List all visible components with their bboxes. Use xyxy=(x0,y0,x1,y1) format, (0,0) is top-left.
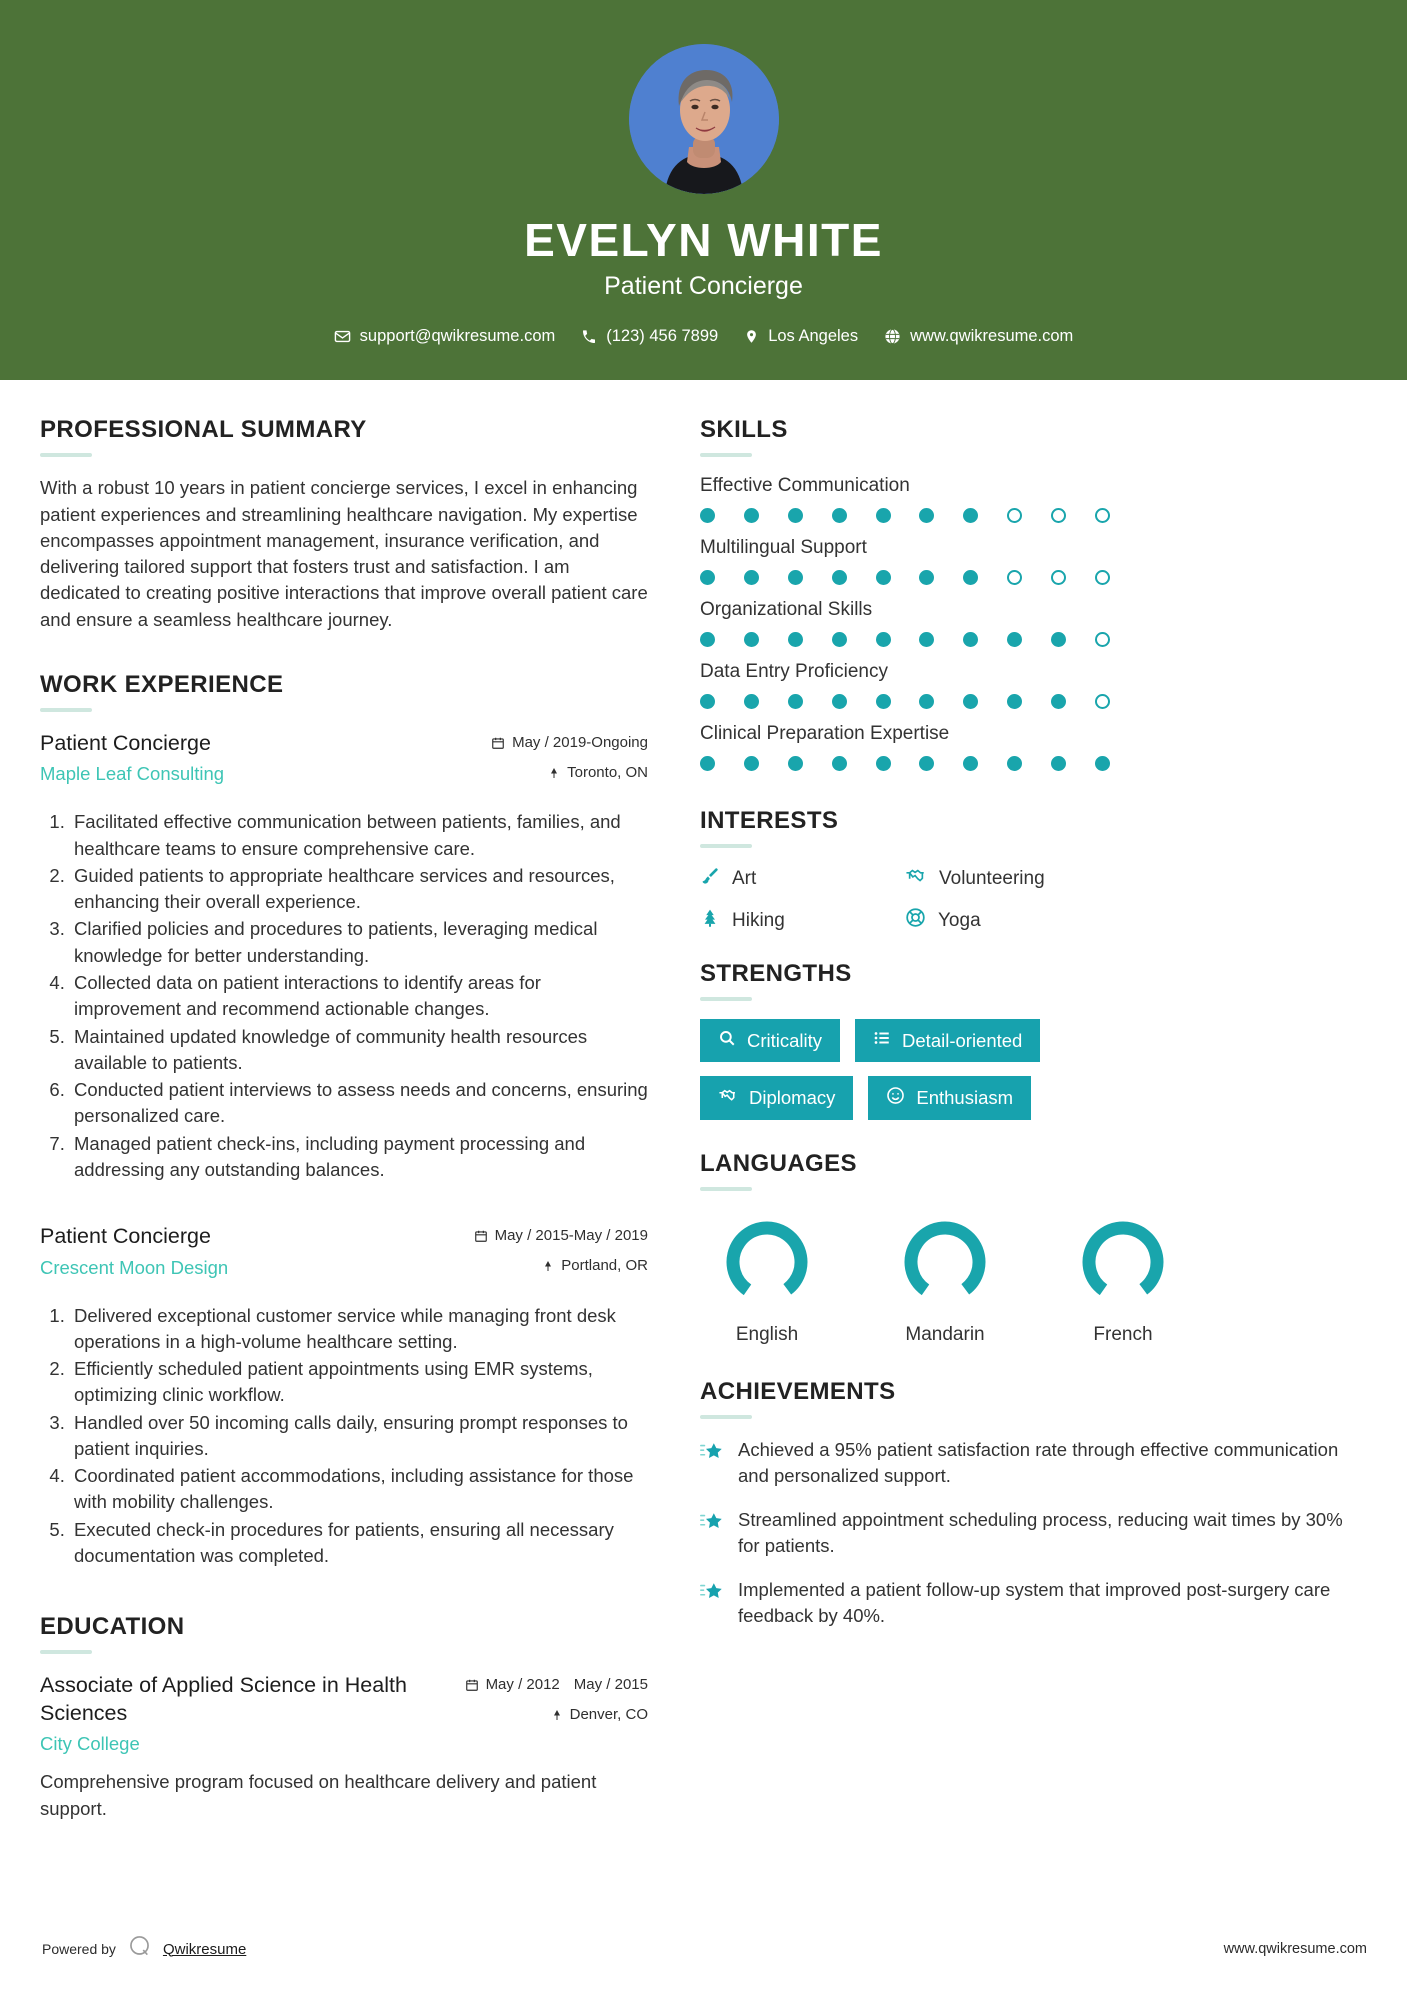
skill-name: Data Entry Proficiency xyxy=(700,661,888,683)
skills-list xyxy=(700,475,1368,771)
interest-label: Art xyxy=(732,868,757,890)
heading-rule xyxy=(700,1415,752,1419)
heading-rule xyxy=(40,1650,92,1654)
qwikresume-link[interactable]: Qwikresume xyxy=(162,1940,247,1958)
rating-dot-filled xyxy=(788,508,803,523)
page-title: EVELYN WHITE xyxy=(524,214,883,266)
rating-dot-filled xyxy=(876,508,891,523)
experience-dates xyxy=(470,1227,648,1249)
powered-by-label: Powered by xyxy=(42,1941,116,1957)
rating-dot-empty xyxy=(1095,508,1110,523)
achievement-text: Streamlined appointment scheduling process, reducing wait times by 30% for patients. xyxy=(738,1509,1343,1556)
rating-dot-empty xyxy=(1051,508,1066,523)
rating-dot-filled xyxy=(919,694,934,709)
section-achievements xyxy=(700,1378,1368,1628)
skill-rating xyxy=(700,632,1110,647)
experience-dates-text: May / 2015-May / 2019 xyxy=(494,1227,648,1245)
section-work-experience xyxy=(40,671,648,1569)
heading-rule xyxy=(40,708,92,712)
summary-text: With a robust 10 years in patient concierge services, I excel in enhancing patient experiences and streamlining healthcare navigation. My expertise encompasses appointment management, insurance verification, and delivering tailored support that fosters trust and satisfaction. I am dedicated to creating positive interactions that improve overall patient care and ensure a seamless healthcare journey. xyxy=(40,477,648,630)
left-column xyxy=(40,416,648,1918)
work-heading: WORK EXPERIENCE xyxy=(40,670,284,698)
skill-rating xyxy=(700,508,1110,523)
interest-item-volunteering xyxy=(905,866,1368,892)
list-item: 7. Managed patient check-ins, including payment processing and addressing any outstanding balances. xyxy=(70,1131,648,1184)
rating-dot-filled xyxy=(700,570,715,585)
handshake-icon xyxy=(718,1087,738,1110)
resume-body xyxy=(0,380,1407,1918)
contact-location[interactable] xyxy=(731,327,871,346)
star-badge-icon xyxy=(700,1577,724,1608)
search-icon xyxy=(718,1029,736,1052)
contact-email[interactable] xyxy=(321,327,569,346)
paintbrush-icon xyxy=(700,866,720,892)
globe-icon xyxy=(884,328,901,345)
rating-dot-filled xyxy=(1095,756,1110,771)
heading-rule xyxy=(700,453,752,457)
rating-dot-filled xyxy=(700,508,715,523)
rating-dot-filled xyxy=(788,694,803,709)
interests-heading: INTERESTS xyxy=(700,807,839,835)
list-item: 1. Facilitated effective communication between patients, families, and healthcare teams to ensure comprehensive care. xyxy=(70,809,648,862)
rating-dot-filled xyxy=(744,632,759,647)
spacer xyxy=(40,633,648,671)
rating-dot-filled xyxy=(1007,756,1022,771)
experience-bullets xyxy=(40,809,648,1183)
rating-dot-filled xyxy=(700,756,715,771)
handshake-icon xyxy=(905,866,927,892)
interest-item-art xyxy=(700,866,905,892)
map-pin-icon xyxy=(551,1706,563,1728)
skill-row xyxy=(700,475,1368,523)
achievement-text: Achieved a 95% patient satisfaction rate through effective communication and personalized support. xyxy=(738,1439,1339,1487)
language-progress-ring xyxy=(722,1217,812,1307)
rating-dot-filled xyxy=(744,694,759,709)
rating-dot-filled xyxy=(832,694,847,709)
languages-heading: LANGUAGES xyxy=(700,1150,857,1178)
rating-dot-filled xyxy=(963,508,978,523)
skill-row xyxy=(700,537,1368,585)
rating-dot-empty xyxy=(1051,570,1066,585)
spacer xyxy=(40,1189,648,1223)
achievement-item xyxy=(700,1507,1368,1559)
rating-dot-filled xyxy=(919,570,934,585)
experience-location xyxy=(470,764,648,786)
section-interests xyxy=(700,807,1368,934)
education-location xyxy=(465,1706,648,1728)
rating-dot-filled xyxy=(700,694,715,709)
skill-name: Clinical Preparation Expertise xyxy=(700,723,950,745)
rating-dot-filled xyxy=(832,756,847,771)
heading-rule xyxy=(700,997,752,1001)
list-item: 6. Conducted patient interviews to assess needs and concerns, ensuring personalized care. xyxy=(70,1077,648,1130)
rating-dot-filled xyxy=(919,632,934,647)
rating-dot-filled xyxy=(744,756,759,771)
spacer xyxy=(700,785,1368,807)
experience-item xyxy=(40,730,648,1183)
experience-location-text: Portland, OR xyxy=(561,1256,648,1274)
heading-rule xyxy=(700,844,752,848)
list-item: 5. Maintained updated knowledge of community health resources available to patients. xyxy=(70,1024,648,1077)
strength-chip-diplomacy[interactable] xyxy=(700,1076,853,1120)
spacer xyxy=(700,934,1368,960)
rating-dot-filled xyxy=(1051,632,1066,647)
skill-row xyxy=(700,723,1368,771)
job-title: Patient Concierge xyxy=(604,272,803,301)
rating-dot-filled xyxy=(788,570,803,585)
rating-dot-filled xyxy=(876,694,891,709)
strength-label: Enthusiasm xyxy=(916,1087,1014,1109)
summary-heading: PROFESSIONAL SUMMARY xyxy=(40,416,367,444)
experience-dates-text: May / 2019-Ongoing xyxy=(512,733,648,751)
rating-dot-filled xyxy=(744,508,759,523)
list-icon xyxy=(873,1029,891,1052)
education-date-start: May / 2012 xyxy=(485,1676,560,1694)
avatar-photo xyxy=(629,44,779,194)
achievement-item xyxy=(700,1437,1368,1489)
rating-dot-filled xyxy=(1051,756,1066,771)
achievements-heading: ACHIEVEMENTS xyxy=(700,1378,896,1406)
education-location-text: Denver, CO xyxy=(569,1706,648,1724)
rating-dot-filled xyxy=(876,632,891,647)
contact-website-text: www.qwikresume.com xyxy=(910,327,1074,346)
language-item xyxy=(1056,1217,1190,1346)
experience-role: Patient Concierge xyxy=(40,1224,211,1249)
rating-dot-filled xyxy=(788,632,803,647)
skill-row xyxy=(700,661,1368,709)
footer-url: www.qwikresume.com xyxy=(1223,1941,1367,1957)
rating-dot-filled xyxy=(876,756,891,771)
rating-dot-filled xyxy=(832,632,847,647)
interest-item-hiking xyxy=(700,907,905,934)
education-item xyxy=(40,1672,648,1822)
strength-chip-enthusiasm[interactable] xyxy=(868,1076,1031,1120)
experience-role: Patient Concierge xyxy=(40,730,211,755)
rating-dot-empty xyxy=(1095,632,1110,647)
languages-list xyxy=(700,1209,1368,1346)
section-skills xyxy=(700,416,1368,771)
interest-label: Volunteering xyxy=(939,868,1045,890)
interest-label: Yoga xyxy=(938,909,981,931)
rating-dot-filled xyxy=(963,570,978,585)
language-item xyxy=(878,1217,1012,1346)
calendar-icon xyxy=(474,1227,488,1249)
heading-rule xyxy=(700,1187,752,1191)
skill-rating xyxy=(700,756,1110,771)
experience-bullets xyxy=(40,1303,648,1570)
phone-icon xyxy=(581,329,597,345)
list-item: 4. Collected data on patient interactions to identify areas for improvement and recommend actionable changes. xyxy=(70,970,648,1023)
resume-header xyxy=(0,0,1407,380)
experience-location xyxy=(470,1257,648,1279)
lifebuoy-icon xyxy=(905,907,926,934)
rating-dot-empty xyxy=(1095,570,1110,585)
contact-row xyxy=(321,327,1087,346)
contact-phone[interactable] xyxy=(568,327,731,346)
rating-dot-filled xyxy=(788,756,803,771)
skills-heading: SKILLS xyxy=(700,416,788,444)
strength-label: Diplomacy xyxy=(749,1087,836,1109)
strength-label: Detail-oriented xyxy=(902,1029,1023,1051)
achievement-item xyxy=(700,1577,1368,1629)
list-item: 3. Handled over 50 incoming calls daily, ensuring prompt responses to patient inquiries. xyxy=(70,1410,648,1463)
list-item: 2. Efficiently scheduled patient appointments using EMR systems, optimizing clinic workflow. xyxy=(70,1356,648,1409)
strength-chip-detail-oriented[interactable] xyxy=(855,1019,1040,1062)
list-item: 3. Clarified policies and procedures to patients, leveraging medical knowledge for better understanding. xyxy=(70,916,648,969)
language-progress-ring xyxy=(900,1217,990,1307)
tree-icon xyxy=(700,908,720,934)
experience-company: Crescent Moon Design xyxy=(40,1256,229,1278)
language-name: English xyxy=(735,1324,799,1346)
section-languages xyxy=(700,1150,1368,1346)
rating-dot-empty xyxy=(1007,570,1022,585)
location-pin-icon xyxy=(744,328,759,345)
achievement-text: Implemented a patient follow-up system that improved post-surgery care feedback by 40%. xyxy=(738,1578,1331,1626)
strengths-heading: STRENGTHS xyxy=(700,960,852,988)
list-item: 4. Coordinated patient accommodations, including assistance for those with mobility challenges. xyxy=(70,1463,648,1516)
contact-website[interactable] xyxy=(871,327,1086,346)
star-badge-icon xyxy=(700,1437,724,1468)
avatar xyxy=(629,44,779,194)
language-name: French xyxy=(1093,1324,1153,1346)
education-description: Comprehensive program focused on healthcare delivery and patient support. xyxy=(40,1771,597,1819)
skill-name: Organizational Skills xyxy=(700,599,873,621)
language-progress-ring xyxy=(1078,1217,1168,1307)
page-footer xyxy=(0,1918,1407,1990)
rating-dot-filled xyxy=(832,570,847,585)
map-pin-icon xyxy=(542,1257,554,1279)
list-item: 2. Guided patients to appropriate healthcare services and resources, enhancing their overall experience. xyxy=(70,863,648,916)
rating-dot-empty xyxy=(1007,508,1022,523)
rating-dot-filled xyxy=(963,632,978,647)
experience-item xyxy=(40,1223,648,1569)
experience-location-text: Toronto, ON xyxy=(567,763,648,781)
education-date-end: May / 2015 xyxy=(573,1676,648,1694)
interest-label: Hiking xyxy=(732,909,785,931)
skill-name: Multilingual Support xyxy=(700,537,867,559)
rating-dot-filled xyxy=(744,570,759,585)
rating-dot-filled xyxy=(876,570,891,585)
rating-dot-filled xyxy=(963,756,978,771)
rating-dot-filled xyxy=(1007,632,1022,647)
rating-dot-filled xyxy=(919,756,934,771)
rating-dot-filled xyxy=(919,508,934,523)
heading-rule xyxy=(40,453,92,457)
skill-name: Effective Communication xyxy=(700,475,910,497)
experience-dates xyxy=(470,734,648,756)
map-pin-icon xyxy=(548,764,560,786)
education-degree: Associate of Applied Science in Health Sciences xyxy=(40,1673,407,1725)
strengths-list xyxy=(700,1019,1120,1120)
calendar-icon xyxy=(465,1676,479,1698)
interests-grid xyxy=(700,866,1368,934)
skill-row xyxy=(700,599,1368,647)
education-dates xyxy=(465,1676,648,1698)
education-school: City College xyxy=(40,1733,140,1755)
list-item: 1. Delivered exceptional customer service while managing front desk operations in a high-volume healthcare setting. xyxy=(70,1303,648,1356)
achievements-list xyxy=(700,1437,1368,1628)
spacer xyxy=(40,1575,648,1613)
contact-phone-text: (123) 456 7899 xyxy=(606,327,719,346)
rating-dot-filled xyxy=(963,694,978,709)
skill-rating xyxy=(700,694,1110,709)
rating-dot-filled xyxy=(1051,694,1066,709)
right-column xyxy=(678,416,1368,1918)
rating-dot-filled xyxy=(700,632,715,647)
star-badge-icon xyxy=(700,1507,724,1538)
calendar-icon xyxy=(491,734,505,756)
experience-company: Maple Leaf Consulting xyxy=(40,763,225,785)
language-name: Mandarin xyxy=(905,1324,985,1346)
language-item xyxy=(700,1217,834,1346)
contact-email-text: support@qwikresume.com xyxy=(359,327,556,346)
rating-dot-filled xyxy=(832,508,847,523)
spacer xyxy=(700,1346,1368,1378)
strength-label: Criticality xyxy=(747,1029,823,1051)
qwikresume-logo-icon xyxy=(127,1934,152,1964)
rating-dot-empty xyxy=(1095,694,1110,709)
contact-location-text: Los Angeles xyxy=(768,327,859,346)
section-professional-summary xyxy=(40,416,648,633)
spacer xyxy=(700,1120,1368,1150)
email-icon xyxy=(334,328,351,345)
rating-dot-filled xyxy=(1007,694,1022,709)
section-strengths xyxy=(700,960,1368,1120)
education-heading: EDUCATION xyxy=(40,1613,185,1641)
interest-item-yoga xyxy=(905,907,1368,934)
list-item: 5. Executed check-in procedures for patients, ensuring all necessary documentation was completed. xyxy=(70,1517,648,1570)
section-education xyxy=(40,1613,648,1822)
smiley-icon xyxy=(886,1086,905,1110)
strength-chip-criticality[interactable] xyxy=(700,1019,840,1062)
skill-rating xyxy=(700,570,1110,585)
